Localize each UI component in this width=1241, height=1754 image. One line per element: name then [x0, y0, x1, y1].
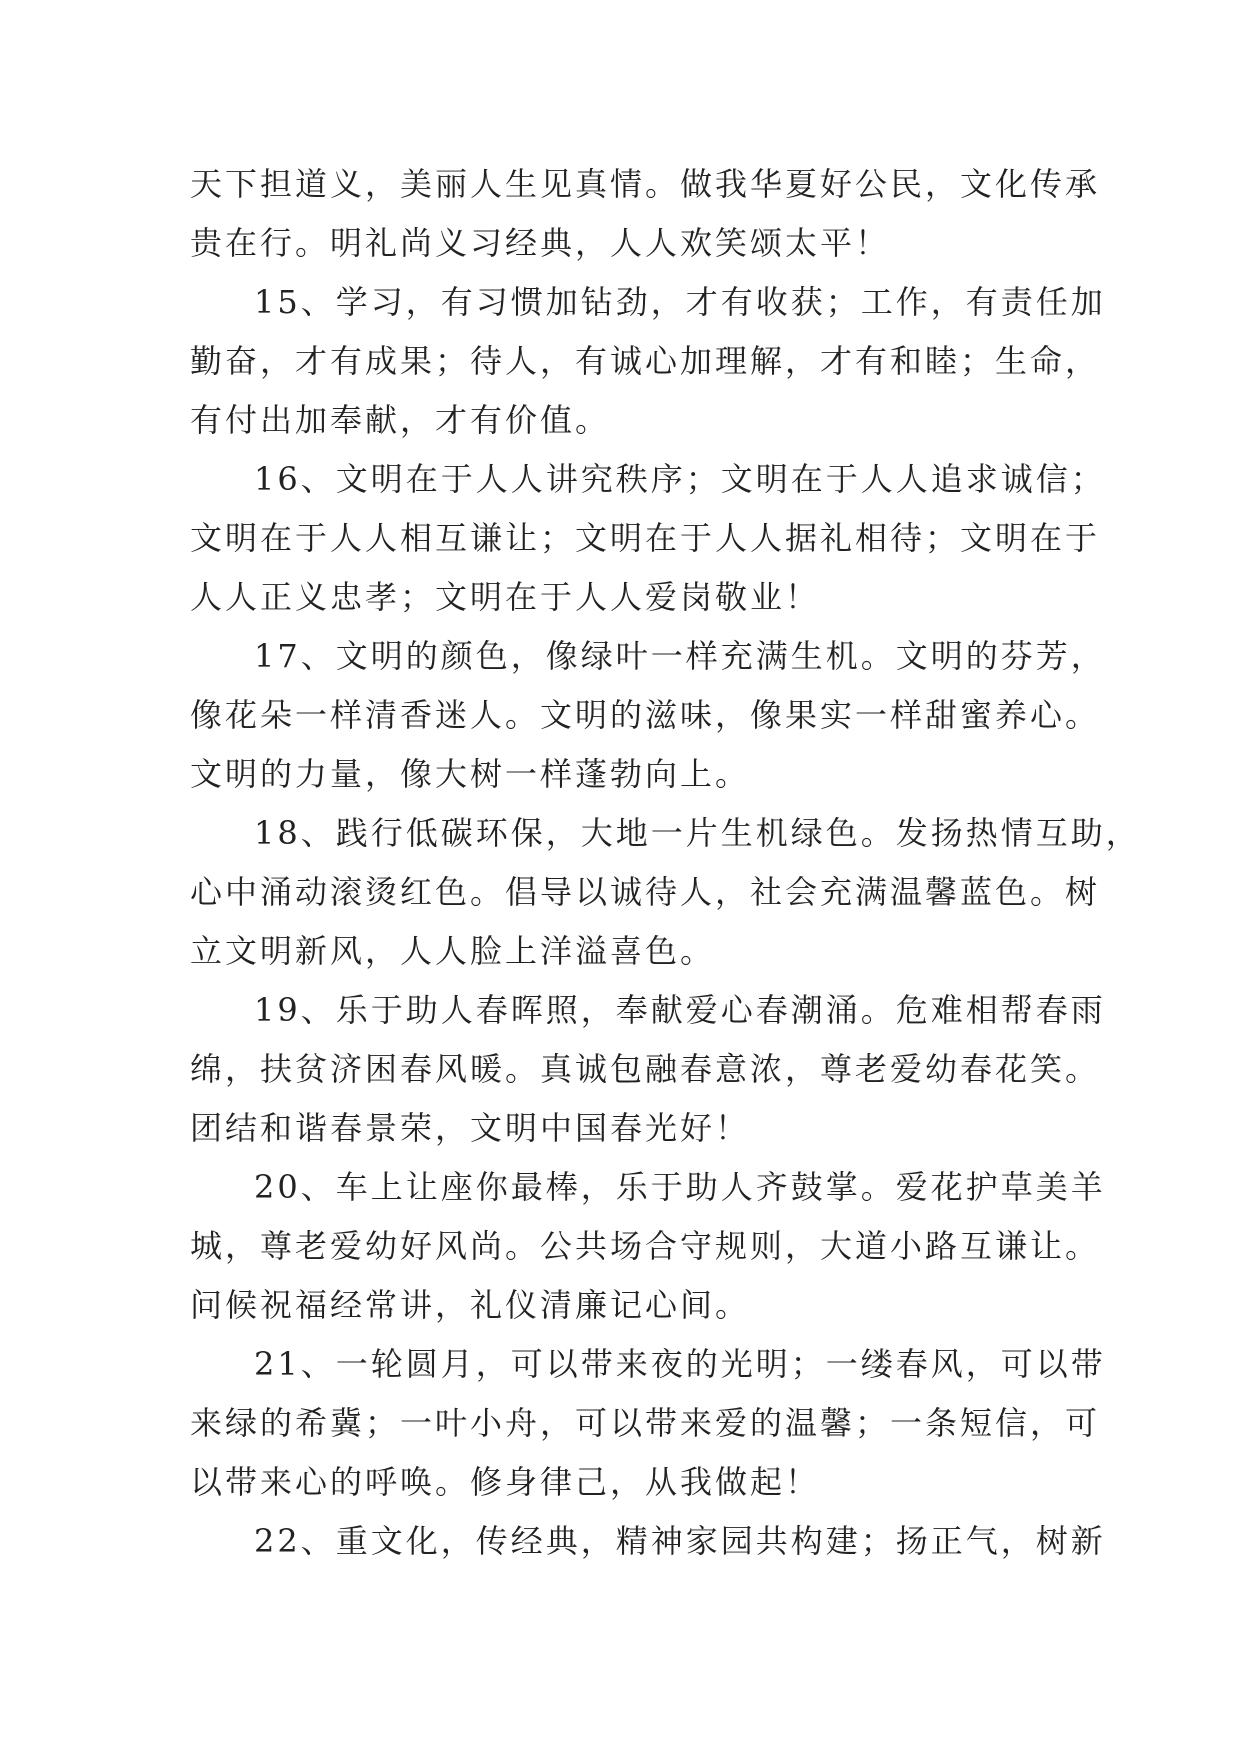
text-line: 有付出加奉献，才有价值。 [190, 401, 611, 439]
paragraph [190, 273, 1106, 450]
text-line: 15、学习，有习惯加钻劲，才有收获；工作，有责任加 [254, 283, 1106, 321]
text-line: 绵，扶贫济困春风暖。真诚包融春意浓，尊老爱幼春花笑。 [190, 1050, 1101, 1088]
text-line: 17、文明的颜色，像绿叶一样充满生机。文明的芬芳， [254, 637, 1106, 675]
paragraph [190, 450, 1106, 627]
text-line: 18、践行低碳环保，大地一片生机绿色。发扬热情互助， [254, 814, 1141, 852]
text-line: 人人正义忠孝；文明在于人人爱岗敬业！ [190, 578, 821, 616]
paragraph [190, 1335, 1106, 1512]
paragraph [190, 155, 1101, 273]
text-line: 文明的力量，像大树一样蓬勃向上。 [190, 755, 751, 793]
paragraph [190, 804, 1141, 981]
text-line: 19、乐于助人春晖照，奉献爱心春潮涌。危难相帮春雨 [254, 991, 1106, 1029]
text-line: 以带来心的呼唤。修身律己，从我做起！ [190, 1463, 821, 1501]
text-line: 21、一轮圆月，可以带来夜的光明；一缕春风，可以带 [254, 1345, 1106, 1383]
text-line: 立文明新风，人人脸上洋溢喜色。 [190, 932, 716, 970]
text-line: 来绿的希冀；一叶小舟，可以带来爱的温馨；一条短信，可 [190, 1404, 1101, 1442]
text-line: 16、文明在于人人讲究秩序；文明在于人人追求诚信； [254, 460, 1106, 498]
text-line: 文明在于人人相互谦让；文明在于人人据礼相待；文明在于 [190, 519, 1101, 557]
text-line: 城，尊老爱幼好风尚。公共场合守规则，大道小路互谦让。 [190, 1227, 1101, 1265]
text-line: 问候祝福经常讲，礼仪清廉记心间。 [190, 1286, 751, 1324]
paragraph [190, 1158, 1106, 1335]
text-line: 团结和谐春景荣，文明中国春光好！ [190, 1109, 751, 1147]
text-line: 心中涌动滚烫红色。倡导以诚待人，社会充满温馨蓝色。树 [190, 873, 1101, 911]
document-body [190, 155, 1141, 1571]
text-line: 20、车上让座你最棒，乐于助人齐鼓掌。爱花护草美羊 [254, 1168, 1106, 1206]
text-line: 22、重文化，传经典，精神家园共构建；扬正气，树新 [254, 1522, 1106, 1560]
paragraph [190, 627, 1106, 804]
text-line: 像花朵一样清香迷人。文明的滋味，像果实一样甜蜜养心。 [190, 696, 1101, 734]
text-line: 贵在行。明礼尚义习经典，人人欢笑颂太平！ [190, 224, 891, 262]
text-line: 勤奋，才有成果；待人，有诚心加理解，才有和睦；生命， [190, 342, 1101, 380]
paragraph [190, 1512, 1106, 1571]
text-line: 天下担道义，美丽人生见真情。做我华夏好公民，文化传承 [190, 165, 1101, 203]
paragraph [190, 981, 1106, 1158]
